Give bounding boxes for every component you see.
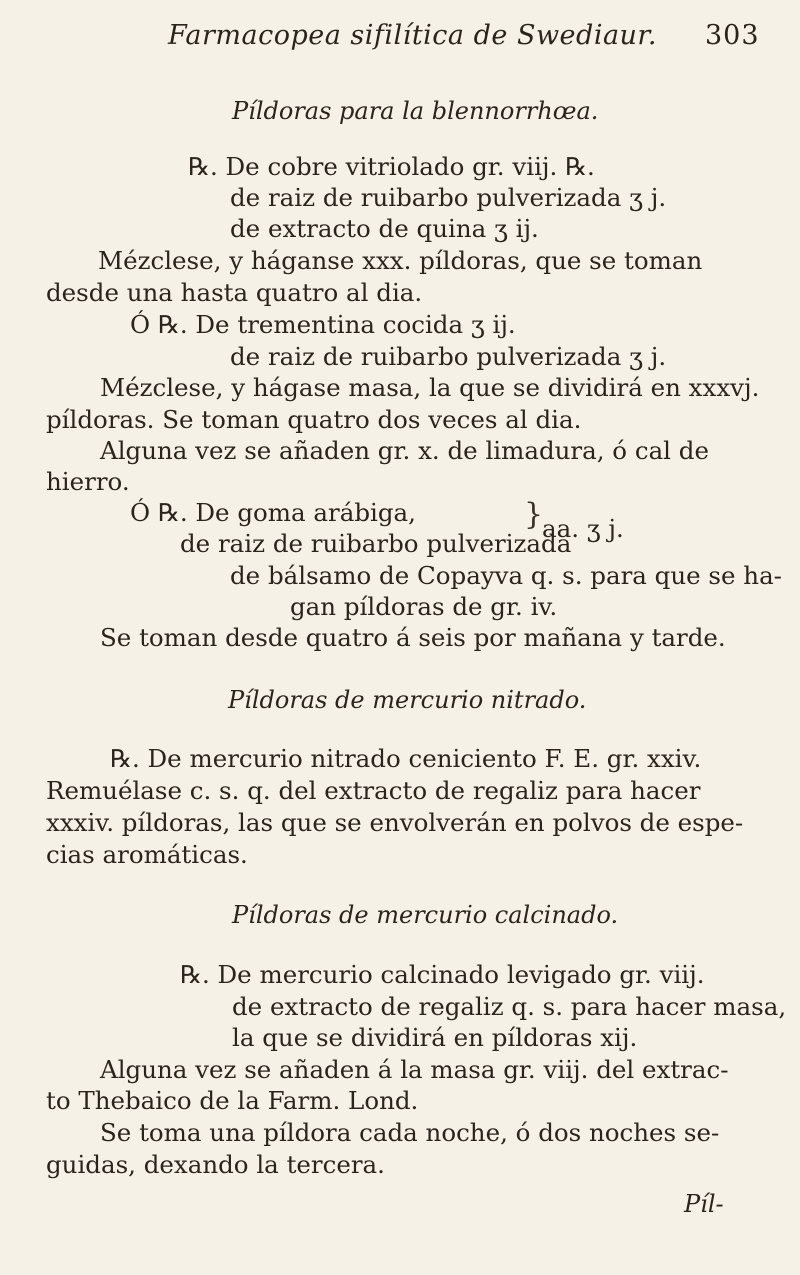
paragraph-line: cias aromáticas. [46,840,248,869]
paragraph-line: to Thebaico de la Farm. Lond. [46,1086,419,1115]
dosage-note: aa. ʒ j. [542,514,624,543]
paragraph-line: Alguna vez se añaden gr. x. de limadura, ó cal de [100,436,709,465]
page-header [0,20,800,64]
running-title: Farmacopea sifilítica de Swediaur. [168,20,657,51]
prescription-line: ℞. De cobre vitriolado gr. viij. ℞. [188,152,595,181]
page-number: 303 [705,20,760,51]
prescription-line: de raiz de ruibarbo pulverizada ʒ j. [230,342,667,371]
paragraph-line: Alguna vez se añaden á la masa gr. viij. del extrac- [100,1055,729,1084]
prescription-line: gan píldoras de gr. iv. [290,592,558,621]
prescription-line: de extracto de quina ʒ ij. [230,214,539,243]
prescription-line: Ó ℞. De trementina cocida ʒ ij. [130,310,516,339]
paragraph-line: píldoras. Se toman quatro dos veces al dia. [46,405,582,434]
paragraph-line: Mézclese, y hágase masa, la que se dividirá en xxxvj. [100,373,760,402]
paragraph-line: xxxiv. píldoras, las que se envolverán en polvos de espe- [46,808,744,837]
prescription-line: Ó ℞. De goma arábiga, [130,498,416,527]
section-heading-blennorrhoea: Píldoras para la blennorrhœa. [232,97,599,125]
paragraph-line: Mézclese, y háganse xxx. píldoras, que se toman [98,246,703,275]
paragraph-line: hierro. [46,467,130,496]
paragraph-line: Remuélase c. s. q. del extracto de regaliz para hacer [46,776,701,805]
paragraph-line: desde una hasta quatro al dia. [46,278,423,307]
prescription-line: de extracto de regaliz q. s. para hacer masa, [232,992,787,1021]
catchword: Píl- [684,1190,724,1218]
paragraph-line: Se toman desde quatro á seis por mañana y tarde. [100,623,726,652]
prescription-line: de bálsamo de Copayva q. s. para que se ha- [230,561,782,590]
brace-bracket: } [524,497,544,532]
prescription-line: ℞. De mercurio nitrado ceniciento F. E. gr. xxiv. [110,744,702,773]
prescription-line: la que se dividirá en píldoras xij. [232,1023,638,1052]
section-heading-mercurio-calcinado: Píldoras de mercurio calcinado. [232,901,619,929]
prescription-line: de raiz de ruibarbo pulverizada [180,529,572,558]
prescription-line: de raiz de ruibarbo pulverizada ʒ j. [230,183,667,212]
prescription-line: ℞. De mercurio calcinado levigado gr. viij. [180,960,705,989]
paragraph-line: guidas, dexando la tercera. [46,1150,385,1179]
section-heading-mercurio-nitrado: Píldoras de mercurio nitrado. [228,686,587,714]
paragraph-line: Se toma una píldora cada noche, ó dos noches se- [100,1118,720,1147]
